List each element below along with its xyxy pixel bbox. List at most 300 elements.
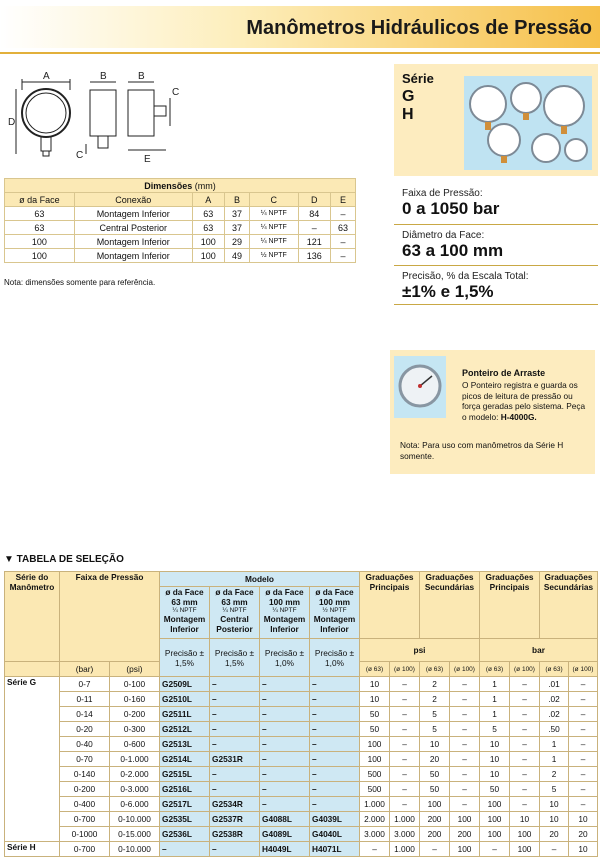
serie-box — [394, 64, 598, 176]
table-cell: 0-6.000 — [110, 797, 160, 812]
table-cell: – — [450, 692, 480, 707]
table-cell: – — [569, 707, 598, 722]
table-cell: 100 — [480, 812, 510, 827]
table-cell: – — [260, 752, 310, 767]
sel-unit-psi: psi — [360, 639, 480, 662]
table-cell: G2536L — [160, 827, 210, 842]
dim-label-b1: B — [100, 71, 107, 82]
table-cell: 0-1000 — [60, 827, 110, 842]
sel-phi100-3: (ø 100) — [510, 662, 540, 677]
table-cell: – — [260, 782, 310, 797]
serie-cell: Série H — [5, 842, 60, 857]
table-cell: 200 — [420, 812, 450, 827]
serie-g: G — [402, 88, 415, 105]
table-cell: 50 — [420, 767, 450, 782]
dim-label-e: E — [144, 154, 151, 165]
sel-header-serie: Série do Manômetro — [5, 572, 60, 662]
table-cell: – — [390, 767, 420, 782]
table-cell: – — [569, 722, 598, 737]
table-cell: 50 — [420, 782, 450, 797]
sel-header-grad-p-bar: Graduações Principais — [480, 572, 540, 639]
spec-pressure-range — [394, 188, 598, 219]
table-cell: 0-700 — [60, 842, 110, 857]
table-cell: 63 — [5, 207, 75, 221]
table-cell: .02 — [540, 692, 569, 707]
sel-model-3-npt: ¼ NPTF — [272, 607, 297, 614]
table-cell: 100 — [192, 235, 224, 249]
table-cell: Montagem Inferior — [74, 235, 192, 249]
table-cell: G2513L — [160, 737, 210, 752]
table-cell: Central Posterior — [74, 221, 192, 235]
table-cell: – — [210, 842, 260, 857]
table-cell: – — [310, 797, 360, 812]
dim-label-c1: C — [172, 87, 180, 98]
table-cell: G2511L — [160, 707, 210, 722]
ponteiro-box — [390, 350, 595, 474]
table-cell: H4071L — [310, 842, 360, 857]
table-cell: ¼ NPTF — [249, 235, 298, 249]
table-cell: 0-1.000 — [110, 752, 160, 767]
table-cell: – — [569, 752, 598, 767]
table-cell: 50 — [360, 722, 390, 737]
table-cell: G4089L — [260, 827, 310, 842]
sel-phi63-2: (ø 63) — [420, 662, 450, 677]
dim-label-d: D — [8, 117, 16, 128]
table-cell: 10 — [360, 677, 390, 692]
table-cell: 0-100 — [110, 677, 160, 692]
table-cell: – — [260, 737, 310, 752]
table-cell: 5 — [540, 782, 569, 797]
sel-phi63-4: (ø 63) — [540, 662, 569, 677]
table-cell: – — [310, 677, 360, 692]
table-cell: G2512L — [160, 722, 210, 737]
table-cell: – — [310, 692, 360, 707]
table-row — [5, 842, 598, 857]
sel-prec-3: Precisão ± 1,0% — [260, 639, 310, 677]
table-cell: 10 — [569, 812, 598, 827]
dim-header-face: ø da Face — [5, 193, 75, 207]
gauges-photo — [464, 76, 592, 170]
table-cell: – — [569, 767, 598, 782]
sel-prec-2: Precisão ± 1,5% — [210, 639, 260, 677]
table-cell: 100 — [192, 249, 224, 263]
serie-label-block — [402, 70, 434, 124]
table-cell: 3.000 — [390, 827, 420, 842]
table-cell: 0-300 — [110, 722, 160, 737]
table-cell: 50 — [480, 782, 510, 797]
table-cell: 50 — [360, 707, 390, 722]
table-cell: G2534R — [210, 797, 260, 812]
table-cell: G4039L — [310, 812, 360, 827]
dim-header-d: D — [298, 193, 330, 207]
table-cell: – — [450, 707, 480, 722]
table-cell: – — [390, 707, 420, 722]
table-row — [5, 812, 598, 827]
table-cell: 500 — [360, 767, 390, 782]
table-cell: – — [310, 722, 360, 737]
table-cell: – — [390, 677, 420, 692]
dimensions-title — [5, 179, 356, 193]
table-cell: 1 — [480, 677, 510, 692]
table-cell: 100 — [450, 812, 480, 827]
sel-model-4-npt: ½ NPTF — [322, 607, 347, 614]
selection-body — [5, 677, 598, 857]
table-cell: – — [310, 707, 360, 722]
spec-divider-3 — [394, 304, 598, 305]
sel-header-blank — [5, 662, 60, 677]
sel-unit-psi-col: (psi) — [110, 662, 160, 677]
spec-divider-2 — [394, 265, 598, 266]
table-cell: – — [569, 782, 598, 797]
table-cell: 2 — [540, 767, 569, 782]
table-cell: G4040L — [310, 827, 360, 842]
table-cell: – — [510, 722, 540, 737]
spec-accuracy-label: Precisão, % da Escala Total: — [402, 271, 529, 282]
sel-model-2 — [210, 587, 260, 639]
ponteiro-description: O Ponteiro registra e guarda os picos de leitura de pressão ou força geradas pelo sistema. Peça o modelo: — [462, 380, 586, 422]
sel-model-1-face: ø da Face 63 mm — [165, 587, 204, 607]
table-cell: 200 — [420, 827, 450, 842]
spec-pressure-label: Faixa de Pressão: — [402, 188, 483, 199]
table-cell: 29 — [224, 235, 249, 249]
table-cell: 0-140 — [60, 767, 110, 782]
table-row — [5, 782, 598, 797]
gauge-dimension-diagram — [8, 70, 193, 170]
table-cell: 49 — [224, 249, 249, 263]
table-cell: G2538R — [210, 827, 260, 842]
spec-pressure-value: 0 a 1050 bar — [402, 199, 500, 218]
table-cell: 0-10.000 — [110, 842, 160, 857]
sel-phi63-3: (ø 63) — [480, 662, 510, 677]
table-cell: G2517L — [160, 797, 210, 812]
table-cell: 10 — [480, 737, 510, 752]
table-cell: 2.000 — [360, 812, 390, 827]
sel-header-grad-s-psi: Graduações Secundárias — [420, 572, 480, 639]
table-cell: 200 — [450, 827, 480, 842]
table-cell: 500 — [360, 782, 390, 797]
table-cell: – — [390, 722, 420, 737]
table-cell: 20 — [540, 827, 569, 842]
table-cell: 100 — [5, 235, 75, 249]
sel-model-2-face: ø da Face 63 mm — [215, 587, 254, 607]
table-cell: 5 — [420, 707, 450, 722]
sel-prec-1: Precisão ± 1,5% — [160, 639, 210, 677]
table-cell: 0-11 — [60, 692, 110, 707]
table-cell: 121 — [298, 235, 330, 249]
table-row — [5, 752, 598, 767]
sel-phi100-1: (ø 100) — [390, 662, 420, 677]
spec-divider-1 — [394, 224, 598, 225]
table-cell: 100 — [450, 842, 480, 857]
sel-phi100-4: (ø 100) — [569, 662, 598, 677]
table-row — [5, 207, 356, 221]
table-cell: – — [360, 842, 390, 857]
dimensions-note: Nota: dimensões somente para referência. — [4, 278, 156, 287]
table-row — [5, 797, 598, 812]
table-cell: Montagem Inferior — [74, 207, 192, 221]
table-cell: – — [390, 692, 420, 707]
table-cell: 0-3.000 — [110, 782, 160, 797]
table-cell: – — [330, 207, 355, 221]
table-cell: – — [160, 842, 210, 857]
table-cell: – — [330, 249, 355, 263]
table-cell: 63 — [192, 207, 224, 221]
table-cell: – — [450, 767, 480, 782]
table-cell: 1 — [540, 737, 569, 752]
table-cell: 10 — [540, 797, 569, 812]
ponteiro-model: H-4000G. — [500, 411, 537, 422]
selection-title: ▼ TABELA DE SELEÇÃO — [4, 554, 124, 565]
spec-accuracy-value: ±1% e 1,5% — [402, 282, 494, 301]
table-cell: – — [260, 707, 310, 722]
table-cell: G2535L — [160, 812, 210, 827]
dim-header-a: A — [192, 193, 224, 207]
table-cell: 0-15.000 — [110, 827, 160, 842]
table-row — [5, 767, 598, 782]
ponteiro-text — [462, 380, 590, 422]
table-cell: – — [569, 797, 598, 812]
table-cell: – — [310, 782, 360, 797]
table-cell: 10 — [540, 812, 569, 827]
table-cell: – — [260, 677, 310, 692]
table-cell: 0-14 — [60, 707, 110, 722]
table-cell: – — [510, 767, 540, 782]
table-cell: – — [510, 737, 540, 752]
table-cell: 1.000 — [390, 812, 420, 827]
table-cell: – — [510, 797, 540, 812]
table-cell: – — [210, 722, 260, 737]
page-title: Manômetros Hidráulicos de Pressão — [246, 17, 592, 39]
ponteiro-gauge-icon — [394, 356, 446, 418]
table-cell: – — [210, 707, 260, 722]
table-cell: – — [310, 737, 360, 752]
sel-model-1-mount: Montagem Inferior — [163, 614, 206, 634]
table-cell: 10 — [480, 767, 510, 782]
table-cell: 2 — [420, 692, 450, 707]
table-cell: 100 — [360, 752, 390, 767]
table-cell: 37 — [224, 207, 249, 221]
table-cell: ¼ NPTF — [249, 207, 298, 221]
table-row — [5, 677, 598, 692]
table-cell: ¼ NPTF — [249, 221, 298, 235]
dim-header-e: E — [330, 193, 355, 207]
sel-model-4-mount: Montagem Inferior — [313, 614, 356, 634]
table-cell: – — [450, 737, 480, 752]
table-cell: – — [210, 677, 260, 692]
sel-header-grad-p-psi: Graduações Principais — [360, 572, 420, 639]
sel-phi63-1: (ø 63) — [360, 662, 390, 677]
table-row — [5, 737, 598, 752]
table-cell: – — [210, 737, 260, 752]
sel-model-4 — [310, 587, 360, 639]
table-cell: 0-400 — [60, 797, 110, 812]
table-cell: 0-200 — [110, 707, 160, 722]
table-cell: G2537R — [210, 812, 260, 827]
table-cell: – — [310, 752, 360, 767]
spec-face-diameter — [394, 230, 598, 261]
table-cell: 0-160 — [110, 692, 160, 707]
dimensions-unit: (mm) — [194, 180, 216, 191]
table-row — [5, 235, 356, 249]
dim-header-c: C — [249, 193, 298, 207]
sel-model-4-face: ø da Face 100 mm — [315, 587, 354, 607]
table-cell: – — [569, 737, 598, 752]
table-cell: – — [310, 767, 360, 782]
table-cell: G4088L — [260, 812, 310, 827]
ponteiro-photo — [394, 356, 446, 418]
table-cell: – — [450, 797, 480, 812]
table-cell: – — [260, 797, 310, 812]
spec-face-label: Diâmetro da Face: — [402, 230, 485, 241]
table-cell: – — [510, 692, 540, 707]
table-row — [5, 249, 356, 263]
table-cell: 63 — [330, 221, 355, 235]
table-cell: – — [450, 722, 480, 737]
dim-label-b2: B — [138, 71, 145, 82]
table-cell: H4049L — [260, 842, 310, 857]
table-cell: 63 — [192, 221, 224, 235]
table-cell: – — [569, 677, 598, 692]
table-cell: – — [390, 797, 420, 812]
table-cell: – — [420, 842, 450, 857]
table-cell: G2509L — [160, 677, 210, 692]
sel-model-2-mount: Central Posterior — [216, 614, 253, 634]
table-cell: – — [260, 767, 310, 782]
table-cell: .01 — [540, 677, 569, 692]
sel-unit-bar: bar — [480, 639, 598, 662]
table-cell: – — [540, 842, 569, 857]
table-cell: – — [450, 752, 480, 767]
header-band — [0, 6, 600, 48]
dimensions-title-text: Dimensões — [144, 180, 193, 191]
table-row — [5, 221, 356, 235]
table-cell: 0-70 — [60, 752, 110, 767]
table-cell: – — [450, 782, 480, 797]
table-cell: – — [450, 677, 480, 692]
table-cell: Montagem Inferior — [74, 249, 192, 263]
table-cell: 37 — [224, 221, 249, 235]
sel-model-3-face: ø da Face 100 mm — [265, 587, 304, 607]
spec-face-value: 63 a 100 mm — [402, 241, 504, 260]
table-cell: 100 — [480, 827, 510, 842]
table-cell: 0-200 — [60, 782, 110, 797]
serie-cell: Série G — [5, 677, 60, 842]
table-cell: 5 — [420, 722, 450, 737]
table-row — [5, 707, 598, 722]
table-row — [5, 692, 598, 707]
sel-model-2-npt: ¼ NPTF — [222, 607, 247, 614]
dim-header-b: B — [224, 193, 249, 207]
table-cell: 0-2.000 — [110, 767, 160, 782]
table-cell: 0-600 — [110, 737, 160, 752]
dim-header-conexao: Conexão — [74, 193, 192, 207]
table-cell: 100 — [480, 797, 510, 812]
dim-label-c2: C — [76, 150, 84, 161]
ponteiro-note: Nota: Para uso com manômetros da Série H somente. — [400, 440, 564, 461]
table-cell: – — [210, 767, 260, 782]
table-cell: 10 — [360, 692, 390, 707]
table-cell: .50 — [540, 722, 569, 737]
table-cell: 0-10.000 — [110, 812, 160, 827]
table-cell: 10 — [420, 737, 450, 752]
table-cell: G2510L — [160, 692, 210, 707]
table-cell: 10 — [480, 752, 510, 767]
sel-header-grad-s-bar: Graduações Secundárias — [540, 572, 598, 639]
sel-model-1-npt: ¼ NPTF — [172, 607, 197, 614]
table-cell: – — [510, 782, 540, 797]
table-cell: – — [330, 235, 355, 249]
table-cell: 100 — [510, 842, 540, 857]
dim-label-a: A — [43, 71, 50, 82]
table-cell: G2514L — [160, 752, 210, 767]
dimensions-body — [5, 207, 356, 263]
table-cell: .02 — [540, 707, 569, 722]
header-divider — [0, 52, 600, 54]
table-cell: ½ NPTF — [249, 249, 298, 263]
sel-unit-bar-col: (bar) — [60, 662, 110, 677]
table-cell: 1 — [480, 707, 510, 722]
table-cell: 2 — [420, 677, 450, 692]
table-cell: – — [480, 842, 510, 857]
table-cell: 10 — [510, 812, 540, 827]
table-cell: – — [569, 692, 598, 707]
table-cell: 1 — [480, 692, 510, 707]
table-cell: 0-20 — [60, 722, 110, 737]
table-cell: 0-700 — [60, 812, 110, 827]
table-cell: G2531R — [210, 752, 260, 767]
table-cell: 63 — [5, 221, 75, 235]
table-row — [5, 827, 598, 842]
sel-model-1 — [160, 587, 210, 639]
table-cell: 0-7 — [60, 677, 110, 692]
table-cell: 20 — [420, 752, 450, 767]
table-cell: – — [260, 722, 310, 737]
sel-header-faixa: Faixa de Pressão — [60, 572, 160, 662]
table-cell: – — [390, 752, 420, 767]
spec-accuracy — [394, 271, 598, 302]
table-cell: 0-40 — [60, 737, 110, 752]
sel-phi100-2: (ø 100) — [450, 662, 480, 677]
dimensions-table — [4, 178, 356, 263]
table-cell: 1 — [540, 752, 569, 767]
serie-label: Série — [402, 71, 434, 86]
table-cell: – — [390, 782, 420, 797]
ponteiro-title: Ponteiro de Arraste — [462, 368, 546, 378]
selection-table — [4, 571, 598, 857]
table-cell: 1.000 — [390, 842, 420, 857]
table-cell: 100 — [5, 249, 75, 263]
table-cell: – — [510, 707, 540, 722]
table-cell: – — [210, 782, 260, 797]
gauges-image-icon — [464, 76, 592, 170]
table-cell: 1.000 — [360, 797, 390, 812]
table-cell: – — [260, 692, 310, 707]
table-cell: G2516L — [160, 782, 210, 797]
table-cell: 10 — [569, 842, 598, 857]
table-cell: 100 — [510, 827, 540, 842]
serie-h: H — [402, 106, 414, 123]
table-cell: – — [510, 677, 540, 692]
sel-prec-4: Precisão ± 1,0% — [310, 639, 360, 677]
table-cell: G2515L — [160, 767, 210, 782]
table-cell: 84 — [298, 207, 330, 221]
table-cell: – — [298, 221, 330, 235]
table-cell: – — [390, 737, 420, 752]
sel-model-3-mount: Montagem Inferior — [263, 614, 306, 634]
table-cell: 20 — [569, 827, 598, 842]
table-cell: 100 — [420, 797, 450, 812]
table-cell: 5 — [480, 722, 510, 737]
